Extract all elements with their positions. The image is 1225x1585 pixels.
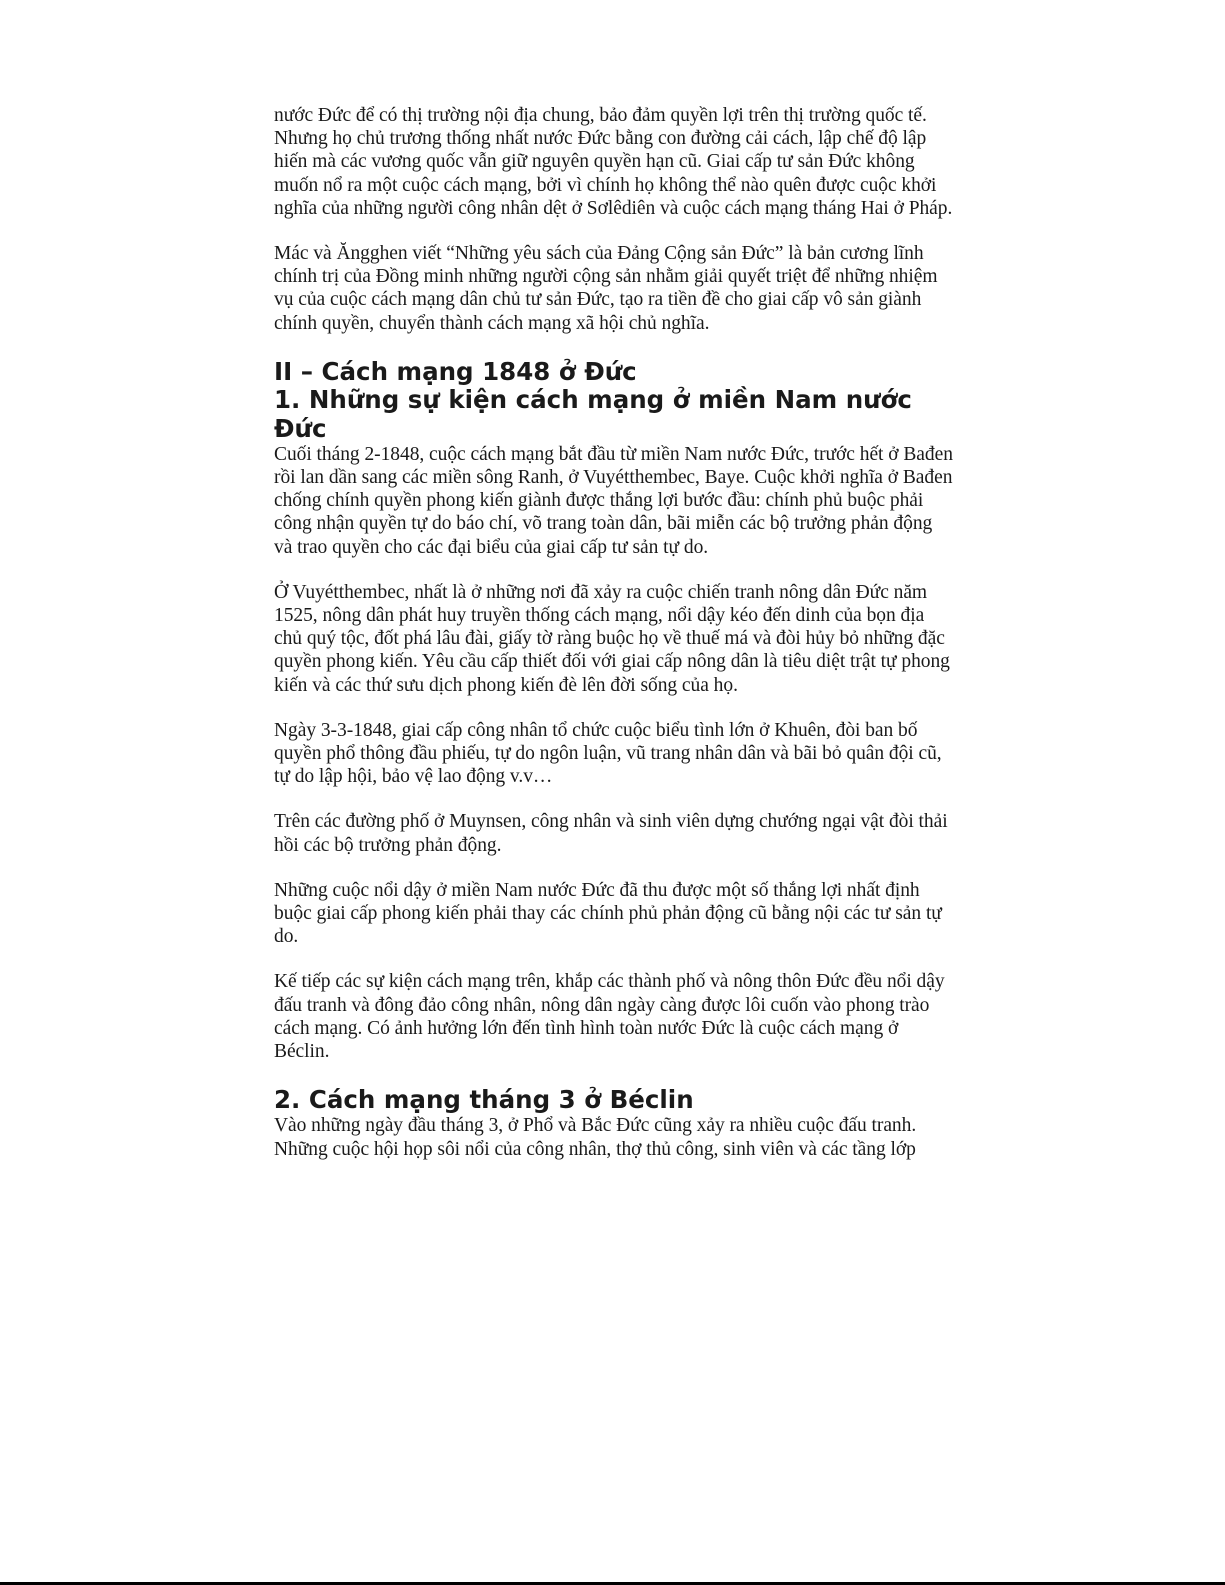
paragraph-s1-1: Cuối tháng 2-1848, cuộc cách mạng bắt đầu từ miền Nam nước Đức, trước hết ở Bađen rồi lan dần sang các miền sông Ranh, ở Vuyétthembec, Baye. Cuộc khởi nghĩa ở Bađen chống chính quyền phong kiến giành được thắng lợi bước đầu: chính phủ buộc phải công nhận quyền tự do báo chí, võ trang toàn dân, bãi miễn các bộ trưởng phản động và trao quyền cho các đại biểu của giai cấp tư sản tự do. [274, 443, 953, 558]
paragraph-s1-2: Ở Vuyétthembec, nhất là ở những nơi đã xảy ra cuộc chiến tranh nông dân Đức năm 1525, nông dân phát huy truyền thống cách mạng, nổi dậy kéo đến dinh của bọn địa chủ quý tộc, đốt phá lâu đài, giấy tờ ràng buộc họ về thuế má và đòi hủy bỏ những đặc quyền phong kiến. Yêu cầu cấp thiết đối với giai cấp nông dân là tiêu diệt trật tự phong kiến và các thứ sưu dịch phong kiến đè lên đời sống của họ. [274, 581, 950, 696]
paragraph-s1-6: Kế tiếp các sự kiện cách mạng trên, khắp các thành phố và nông thôn Đức đều nổi dậy đấu tranh và đông đảo công nhân, nông dân ngày càng được lôi cuốn vào phong trào cách mạng. Có ảnh hưởng lớn đến tình hình toàn nước Đức là cuộc cách mạng ở Béclin. [274, 971, 945, 1063]
subsection-heading-2: 2. Cách mạng tháng 3 ở Béclin [274, 1085, 694, 1115]
paragraph-s1-5: Những cuộc nổi dậy ở miền Nam nước Đức đã thu được một số thắng lợi nhất định buộc giai cấp phong kiến phải thay các chính phủ phản động cũ bằng nội các tư sản tự do. [274, 879, 942, 948]
paragraph-intro-1: nước Đức để có thị trường nội địa chung, bảo đảm quyền lợi trên thị trường quốc tế. Nhưng họ chủ trương thống nhất nước Đức bằng con đường cải cách, lập chế độ lập hiến mà các vương quốc vẫn giữ nguyên quyền hạn cũ. Giai cấp tư sản Đức không muốn nổ ra một cuộc cách mạng, bởi vì chính họ không thể nào quên được cuộc khởi nghĩa của những người công nhân dệt ở Sơlêdiên và cuộc cách mạng tháng Hai ở Pháp. [274, 105, 953, 219]
section-heading: II – Cách mạng 1848 ở Đức [274, 356, 637, 386]
paragraph-intro-2: Mác và Ăngghen viết “Những yêu sách của Đảng Cộng sản Đức” là bản cương lĩnh chính trị của Đồng minh những người cộng sản nhằm giải quyết triệt để những nhiệm vụ của cuộc cách mạng dân chủ tư sản Đức, tạo ra tiền đề cho giai cấp vô sản giành chính quyền, chuyển thành cách mạng xã hội chủ nghĩa. [274, 243, 938, 334]
document-page [274, 104, 954, 1161]
subsection-heading-1: 1. Những sự kiện cách mạng ở miền Nam nước Đức [274, 384, 912, 443]
paragraph-s1-3: Ngày 3-3-1848, giai cấp công nhân tổ chức cuộc biểu tình lớn ở Khuên, đòi ban bố quyền phổ thông đầu phiếu, tự do ngôn luận, vũ trang nhân dân và bãi bỏ quân đội cũ, tự do lập hội, bảo vệ lao động v.v… [274, 719, 942, 788]
paragraph-s1-4: Trên các đường phố ở Muynsen, công nhân và sinh viên dựng chướng ngại vật đòi thải hồi các bộ trưởng phản động. [274, 811, 948, 856]
paragraph-s2-1: Vào những ngày đầu tháng 3, ở Phổ và Bắc Đức cũng xảy ra nhiều cuộc đấu tranh. Những cuộc hội họp sôi nổi của công nhân, thợ thủ công, sinh viên và các tầng lớp [274, 1115, 917, 1160]
